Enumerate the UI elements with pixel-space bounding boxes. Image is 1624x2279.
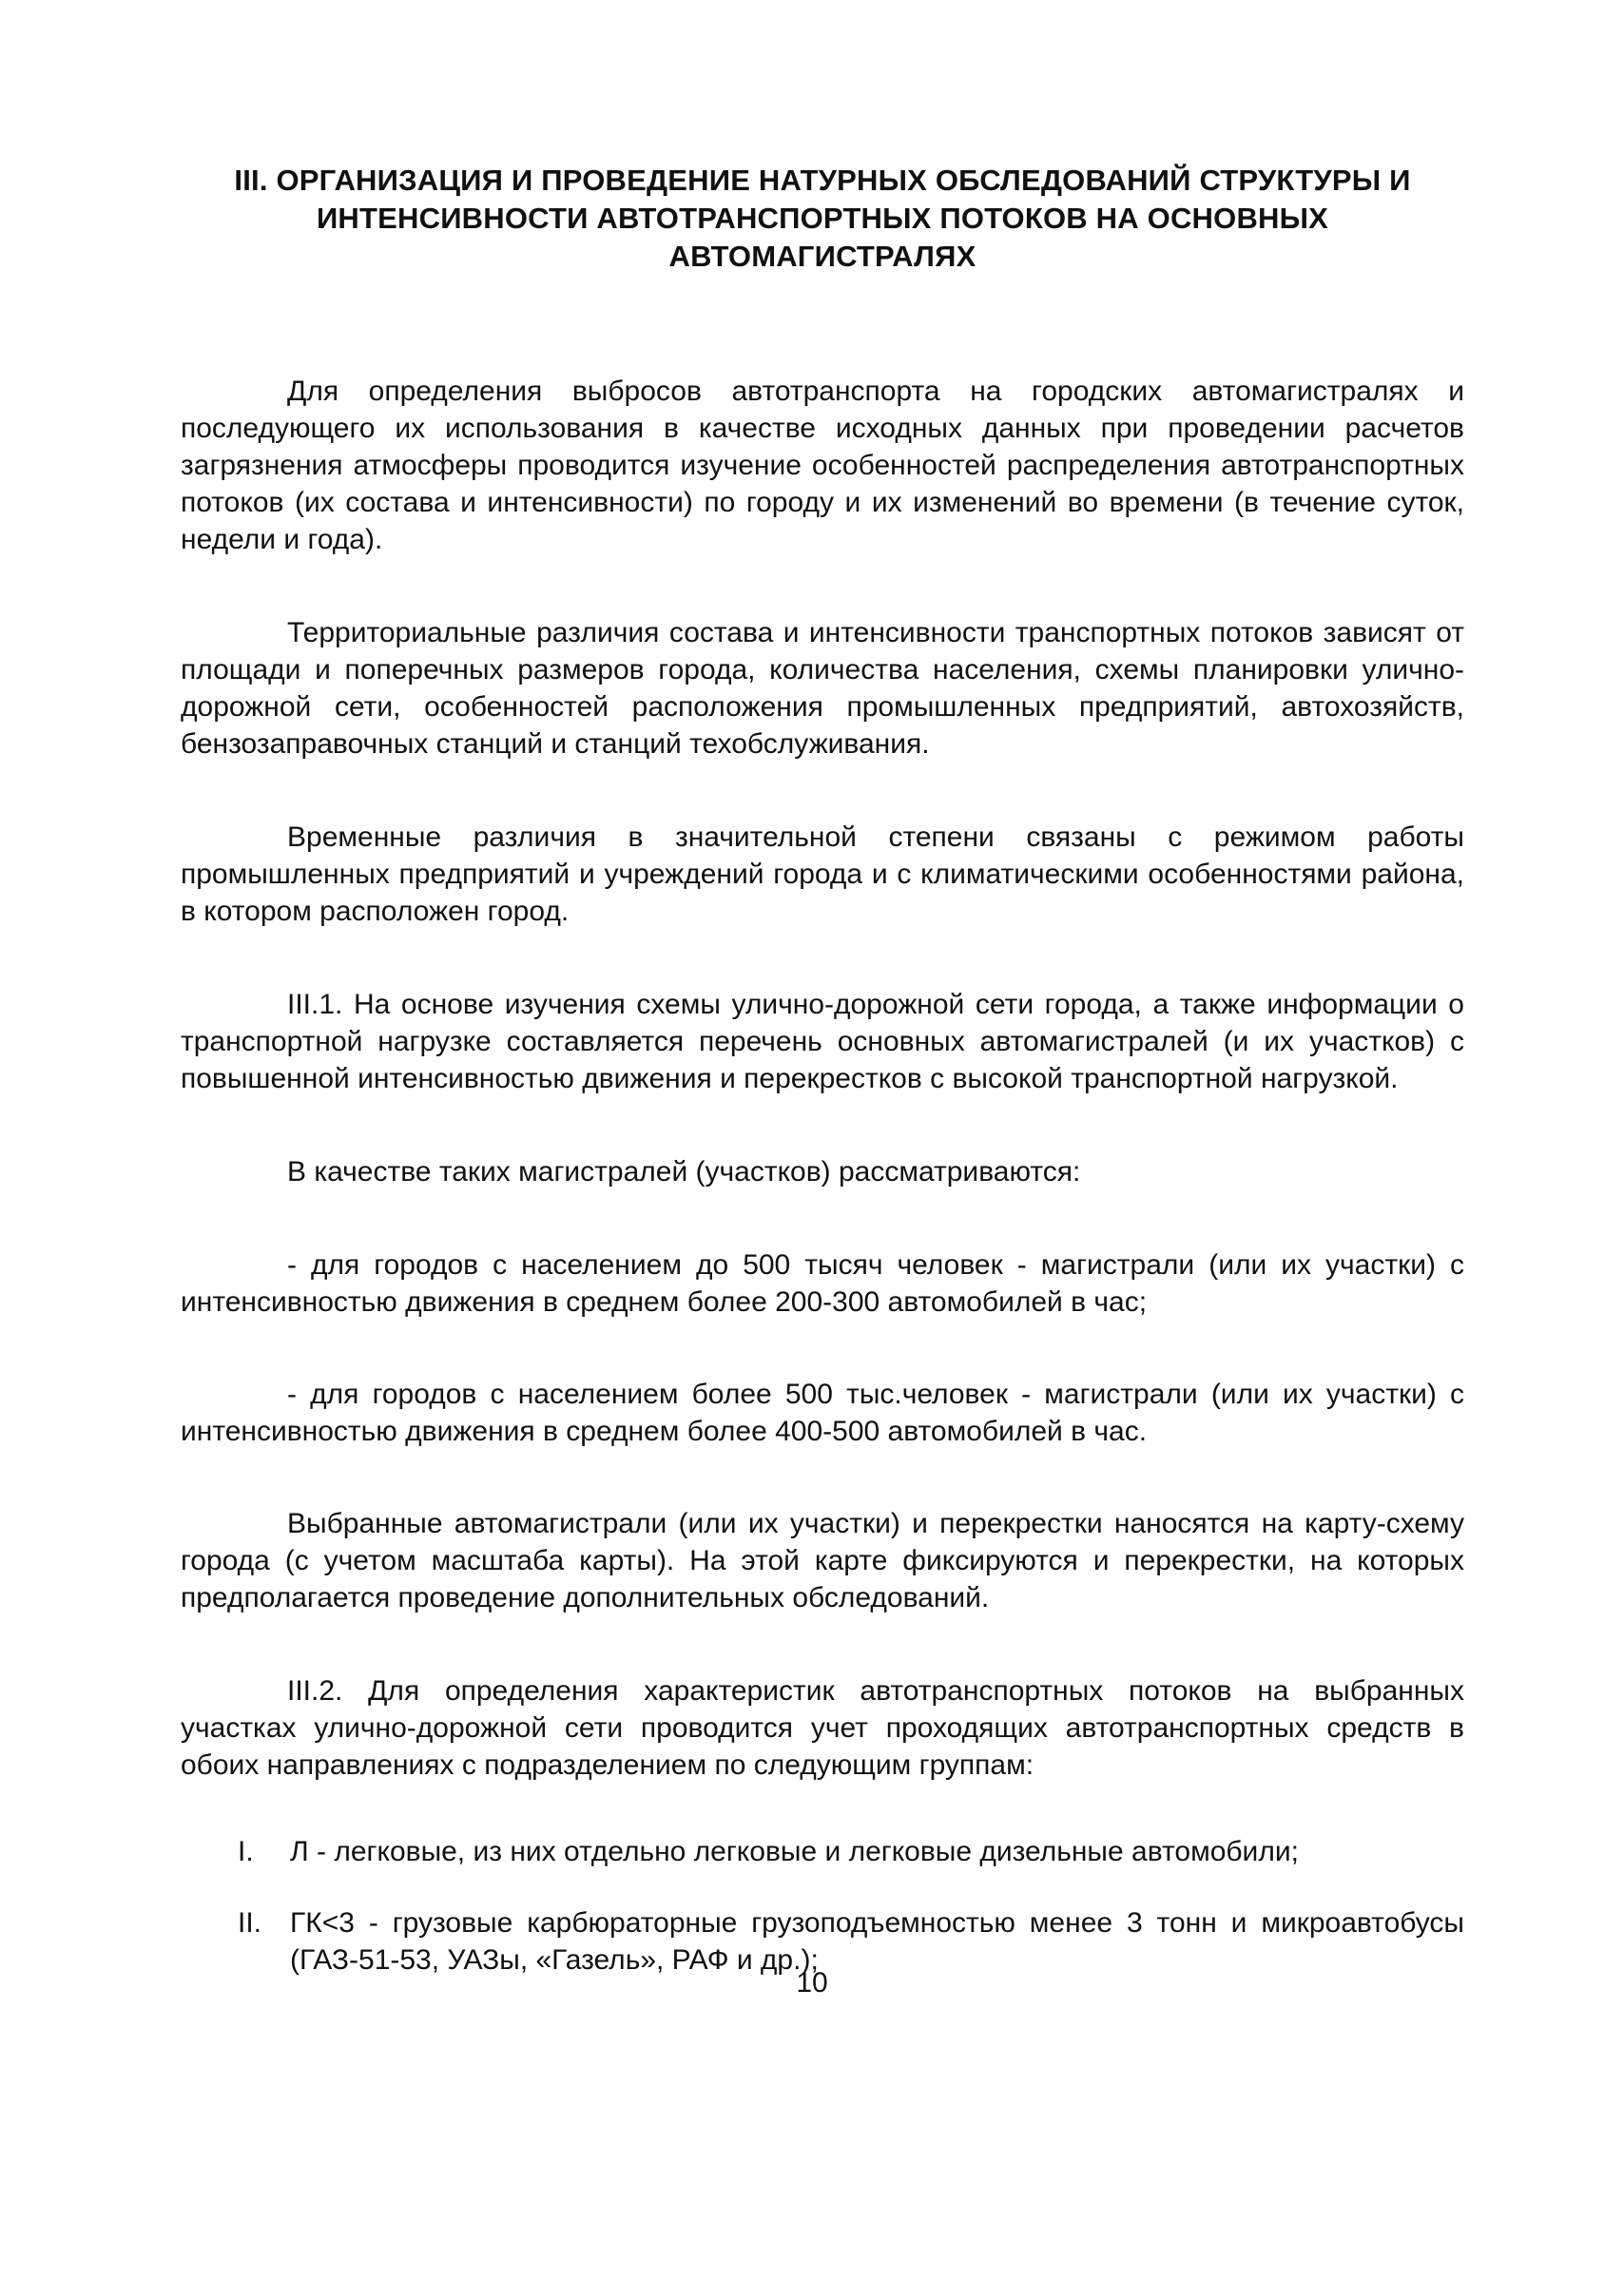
dash-list-item: - для городов с населением до 500 тысяч человек - магистрали (или их участки) с интенсивностью движения в среднем более 200-300 автомобилей в час; xyxy=(181,1249,1464,1318)
title-line: АВТОМАГИСТРАЛЯХ xyxy=(668,240,976,273)
paragraph: Для определения выбросов автотранспорта на городских автомагистралях и последующего их использования в качестве исходных данных при проведении расчетов загрязнения атмосферы проводится изучение особенностей распределения автотранспортных потоков (их состава и интенсивности) по городу и их изменений во времени (в течение суток, недели и года). xyxy=(181,376,1464,555)
list-item-text: ГК<3 - грузовые карбюраторные грузоподъемностью менее 3 тонн и микроавтобусы (ГАЗ-51-53, УАЗы, «Газель», РАФ и др.); xyxy=(290,1907,1464,1976)
paragraph: III.2. Для определения характеристик автотранспортных потоков на выбранных участках улично-дорожной сети проводится учет проходящих автотранспортных средств в обоих направлениях с подразделением по следующим группам: xyxy=(181,1675,1464,1781)
list-item-text: Л - легковые, из них отдельно легковые и легковые дизельные автомобили; xyxy=(290,1836,1299,1867)
dash-list-item: - для городов с населением более 500 тыс.человек - магистрали (или их участки) с интенсивностью движения в среднем более 400-500 автомобилей в час. xyxy=(181,1379,1464,1447)
paragraph: Выбранные автомагистрали (или их участки) и перекрестки наносятся на карту-схему города (с учетом масштаба карты). На этой карте фиксируются и перекрестки, на которых предполагается проведение дополнительных обследований. xyxy=(181,1508,1464,1613)
list-marker: I. xyxy=(238,1836,254,1867)
paragraph: III.1. На основе изучения схемы улично-дорожной сети города, а также информации о транспортной нагрузке составляется перечень основных автомагистралей (и их участков) с повышенной интенсивностью движения и перекрестков с высокой транспортной нагрузкой. xyxy=(181,989,1464,1094)
vehicle-group-list xyxy=(181,1833,1464,1979)
title-line: III. ОРГАНИЗАЦИЯ И ПРОВЕДЕНИЕ НАТУРНЫХ ОБСЛЕДОВАНИЙ СТРУКТУРЫ И xyxy=(234,164,1411,197)
page-number: 10 xyxy=(796,1967,828,1999)
document-body xyxy=(181,373,1464,1979)
paragraph: Территориальные различия состава и интенсивности транспортных потоков зависят от площади и поперечных размеров города, количества населения, схемы планировки улично-дорожной сети, особенностей расположения промышленных предприятий, автохозяйств, бензозаправочных станций и станций техобслуживания. xyxy=(181,617,1464,760)
vehicle-group-item xyxy=(181,1833,1464,1870)
list-marker: II. xyxy=(238,1907,262,1939)
title-line: ИНТЕНСИВНОСТИ АВТОТРАНСПОРТНЫХ ПОТОКОВ НА ОСНОВНЫХ xyxy=(316,202,1329,235)
paragraph: Временные различия в значительной степени связаны с режимом работы промышленных предприятий и учреждений города и с климатическими особенностями района, в котором расположен город. xyxy=(181,821,1464,927)
section-title xyxy=(181,162,1464,276)
paragraph: В качестве таких магистралей (участков) рассматриваются: xyxy=(287,1156,1081,1188)
